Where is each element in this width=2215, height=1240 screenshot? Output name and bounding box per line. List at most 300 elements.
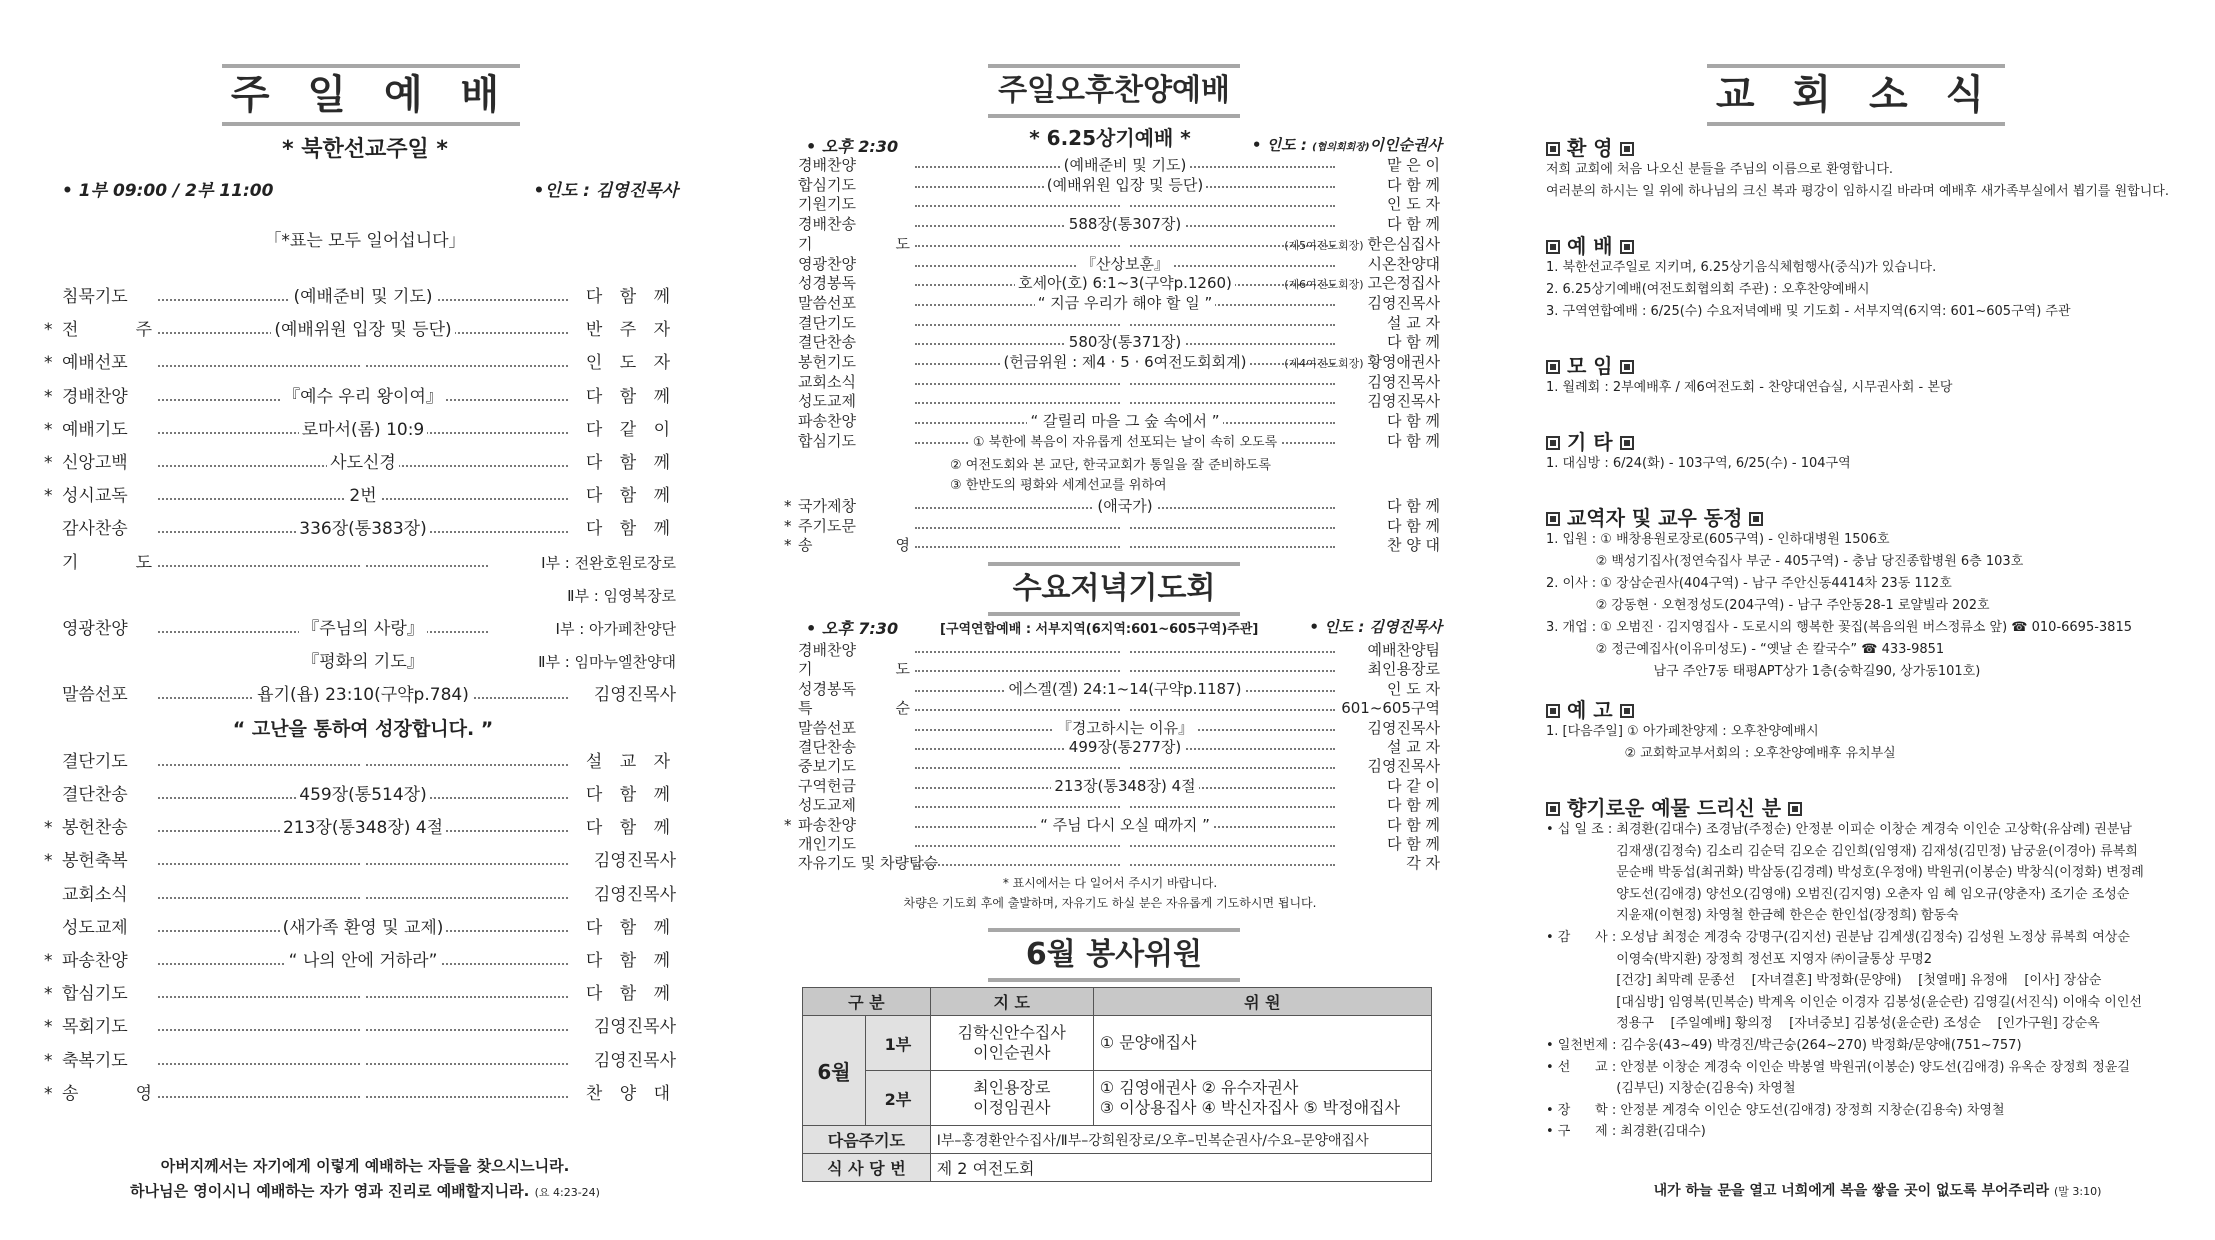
order-leader: [1338, 777, 1440, 795]
order-item: [0, 1084, 730, 1106]
order-detail: [915, 699, 1335, 717]
order-detail-text: 에스겔(겔) 24:1~14(구약p.1187): [1006, 680, 1245, 698]
order-item: [770, 777, 1450, 796]
order-item: [770, 235, 1450, 254]
order-detail-text: 580장(통371장): [1066, 333, 1184, 351]
section-title: 모 임: [1566, 354, 1613, 378]
order-leader: [1338, 314, 1440, 332]
order-detail-text: [1122, 195, 1128, 213]
order-item: [770, 796, 1450, 815]
order-label: 국가제창: [798, 497, 856, 515]
text-line: • 장 학 : 안정분 계경숙 이인순 양도선(김애경) 장정희 지창순(김용숙) 차영철: [1546, 1102, 2005, 1118]
order-label: 말씀선포: [798, 293, 856, 312]
guide-name: 최인용장로: [973, 1078, 1051, 1097]
order-leader: [1338, 412, 1440, 430]
sunday-service-time: • 1부 09:00 / 2부 11:00: [62, 181, 274, 201]
order-item: [770, 680, 1450, 699]
order-detail-text: [1122, 517, 1128, 535]
order-item: [0, 685, 730, 707]
sunday-service-note: 「*표는 모두 일어섭니다」: [264, 231, 466, 251]
order-item: [770, 641, 1450, 660]
square-bullet-icon: [1620, 142, 1634, 156]
order-item: [0, 719, 730, 741]
order-detail: [158, 719, 568, 740]
order-label: 파송찬양: [798, 412, 856, 431]
order-item: [770, 699, 1450, 718]
order-label: 목회기도: [62, 1017, 128, 1038]
leader-name: 다 함 께: [1386, 175, 1440, 194]
closing-verse-line: [1540, 1180, 2215, 1200]
order-leader: 김영진목사: [593, 884, 676, 905]
order-label: 파송찬양: [62, 951, 128, 971]
order-detail-text: [360, 1017, 366, 1037]
order-leader: [1338, 497, 1440, 515]
leader-name: 인 도 자: [1386, 679, 1440, 698]
leader-name: 김영진목사: [1367, 757, 1440, 776]
order-detail: [915, 719, 1335, 737]
order-detail-text: [360, 553, 366, 573]
order-detail-text: “ 나의 안에 거하라”: [286, 951, 441, 971]
meal-duty-value: 제 2 여전도회: [930, 1154, 1431, 1182]
text-line: 정용구 [주일예배] 황의정 [자녀중보] 김봉성(윤순란) 조성순 [인가구원] 강순옥: [1546, 1016, 2100, 1032]
square-bullet-icon: [1620, 436, 1634, 450]
order-item: [770, 719, 1450, 738]
order-detail-text: (예배준비 및 기도): [290, 287, 435, 307]
sunday-service-subtitle: * 북한선교주일 *: [282, 137, 448, 162]
order-leader: [1338, 641, 1440, 659]
order-detail-text: (예배준비 및 기도): [1061, 156, 1190, 174]
order-detail-text: [1122, 757, 1128, 775]
order-label: 전 주: [62, 320, 152, 341]
order-item: [770, 255, 1450, 274]
order-leader: 다 함 께: [585, 453, 676, 473]
table-row: [803, 1016, 1432, 1071]
required-standing-mark: *: [44, 486, 53, 507]
order-leader: [1338, 536, 1440, 554]
order-detail: [915, 796, 1335, 814]
order-label: 주기도문: [798, 516, 856, 535]
order-detail-text: 『산상보훈』: [1078, 255, 1172, 273]
section-title: 환 영: [1566, 136, 1613, 160]
order-detail-text: 사도신경: [327, 453, 399, 473]
text-line: 남구 주안7동 태평APT상가 1층(숭학길90, 상가동101호): [1546, 664, 1981, 679]
order-label: 기 도: [798, 234, 910, 253]
order-item: [770, 660, 1450, 679]
prayer-topic-2: ② 여전도회와 본 교단, 한국교회가 통일을 잘 준비하도록: [950, 458, 1271, 473]
order-label: 기 도: [798, 660, 910, 679]
order-item: [0, 453, 730, 475]
leader-name: 설 교 자: [1386, 738, 1440, 756]
order-item: [770, 392, 1450, 411]
order-item: [770, 757, 1450, 776]
leader-name: 다 함 께: [1386, 516, 1440, 535]
volunteers-table: [802, 987, 1432, 1182]
text-line: • 일천번제 : 김수웅(43~49) 박경진/박근숭(264~270) 박정화/문양애(751~757): [1546, 1038, 2022, 1053]
order-leader: [1240, 353, 1440, 373]
order-leader: [1338, 719, 1440, 737]
order-leader: 다 함 께: [585, 287, 676, 307]
order-detail: [915, 536, 1335, 554]
volunteers-title: 6월 봉사위원: [1025, 937, 1203, 972]
order-leader: Ⅱ부 : 임영복장로: [567, 586, 676, 605]
square-bullet-icon: [1546, 360, 1560, 374]
scripture-verse-line-2: [0, 1180, 730, 1201]
next-week-label: 다음주기도: [803, 1126, 931, 1154]
order-item: [770, 215, 1450, 234]
order-label: 성도교제: [798, 796, 856, 815]
order-label: 중보기도: [798, 757, 856, 776]
square-bullet-icon: [1749, 512, 1763, 526]
order-detail-text: 호세아(호) 6:1~3(구약p.1260): [1015, 274, 1235, 292]
order-detail-text: [1122, 854, 1128, 872]
order-detail-text: 2번: [346, 486, 379, 506]
order-detail-text: [360, 1051, 366, 1071]
text-line: ② 정근예집사(이유미성도) - “옛날 손 칼국수” ☎ 433-9851: [1546, 642, 1945, 657]
order-label: 영광찬양: [62, 619, 128, 639]
text-line: (김부딘) 지창순(김용숙) 차영철: [1546, 1081, 1796, 1097]
order-item: [0, 486, 730, 508]
wednesday-service-host: [구역연합예배 : 서부지역(6지역:601~605구역)주관]: [940, 622, 1259, 637]
section-offering-heading: [1546, 792, 1802, 821]
section-title: 예 고: [1566, 698, 1613, 722]
required-standing-mark: *: [44, 1083, 53, 1104]
order-leader: 찬 양 대: [585, 1083, 676, 1104]
section-title: 교역자 및 교우 동정: [1566, 506, 1743, 530]
required-standing-mark: *: [44, 386, 53, 407]
order-leader: [1240, 235, 1440, 255]
scripture-verse-text-2: 하나님은 영이시니 예배하는 자가 영과 진리로 예배할지니라.: [130, 1182, 530, 1200]
section-title: 예 배: [1566, 234, 1613, 258]
order-label: 결단찬송: [798, 738, 856, 756]
order-label: 봉헌축복: [62, 851, 128, 872]
order-item: [770, 156, 1450, 175]
afternoon-leader-role: (협의회회장): [1312, 142, 1370, 153]
order-leader: Ⅱ부 : 임마누엘찬양대: [538, 653, 676, 672]
order-leader: [1338, 215, 1440, 233]
order-detail-text: “ 갈릴리 마을 그 숲 속에서 ”: [1027, 412, 1222, 430]
afternoon-leader-prefix: • 인도 :: [1251, 136, 1313, 154]
order-label: 파송찬양: [798, 815, 856, 834]
order-label: 침묵기도: [62, 287, 128, 307]
order-item: [0, 885, 730, 907]
order-detail-text: 588장(통307장): [1066, 215, 1184, 233]
order-label: 감사찬송: [62, 519, 128, 540]
sunday-service-leader: •인도 : 김영진목사: [533, 181, 678, 201]
section-etc-heading: [1546, 426, 1634, 455]
order-label: 영광찬양: [798, 254, 856, 273]
wednesday-service-time: • 오후 7:30: [806, 619, 899, 638]
square-bullet-icon: [1620, 240, 1634, 254]
prayer-topics: [950, 456, 1271, 496]
text-line: ② 강동현 · 오현정성도(204구역) - 남구 주안동28-1 로얄빌라 202호: [1546, 598, 1990, 613]
text-line: 1. 입원 : ① 배창용원로장로(605구역) - 인하대병원 1506호: [1546, 532, 1890, 547]
order-detail-text: (애국가): [1094, 497, 1155, 515]
order-detail: [915, 835, 1335, 853]
required-standing-mark: *: [784, 536, 792, 555]
order-item: [0, 1017, 730, 1039]
square-bullet-icon: [1620, 704, 1634, 718]
order-label: 경배찬양: [62, 386, 128, 407]
section-worship-heading: [1546, 230, 1634, 259]
order-detail-text: [360, 984, 366, 1004]
leader-name: 다 함 께: [1386, 333, 1440, 352]
order-detail-text: (예배위원 입장 및 등단): [271, 320, 454, 340]
order-detail-text: [1122, 536, 1128, 554]
text-line: 3. 개업 : ① 오범진 · 김지영집사 - 도로시의 행복한 꽃집(복음의원 버스정류소 앞) ☎ 010-6695-3815: [1546, 620, 2132, 635]
notice-line-1: 1. [다음주일] ① 아가페찬양제 : 오후찬양예배시: [1546, 724, 1819, 739]
leader-name: 다 같 이: [1386, 776, 1440, 795]
text-line: 이영숙(박지환) 장정희 정선포 지영자 ㈜이글통상 무명2: [1546, 951, 1933, 967]
order-detail: [915, 680, 1335, 698]
order-leader: 다 함 께: [585, 951, 676, 971]
order-detail-text: [360, 586, 366, 606]
order-item: [0, 818, 730, 840]
square-bullet-icon: [1546, 240, 1560, 254]
sunday-service-title: 주 일 예 배: [230, 72, 512, 118]
order-label: 결단찬송: [798, 333, 856, 352]
order-detail: [915, 176, 1335, 194]
order-item: [770, 854, 1450, 873]
leader-name: 황영애권사: [1367, 353, 1440, 371]
order-detail: [915, 195, 1335, 213]
order-item: [770, 738, 1450, 757]
order-item: [770, 333, 1450, 352]
order-detail-text: ① 북한에 복음이 자유롭게 선포되는 날이 속히 오도록: [970, 435, 1280, 450]
order-detail-text: [1122, 392, 1128, 410]
section-title: 향기로운 예물 드리신 분: [1566, 796, 1782, 820]
afternoon-service-time: • 오후 2:30: [806, 137, 899, 156]
order-label: 개인기도: [798, 835, 856, 853]
order-leader: 다 함 께: [585, 386, 676, 407]
order-item: [0, 951, 730, 973]
order-leader: [1338, 738, 1440, 756]
required-standing-mark: *: [44, 984, 53, 1005]
order-leader: 반 주 자: [585, 320, 676, 341]
section-news-heading: [1546, 502, 1763, 531]
order-item: [770, 314, 1450, 333]
order-detail-text: [360, 885, 366, 905]
required-standing-mark: *: [44, 453, 53, 473]
order-item: [770, 373, 1450, 392]
order-label: 송 영: [62, 1083, 152, 1104]
order-label: 경배찬양: [798, 156, 856, 174]
required-standing-mark: *: [44, 1017, 53, 1038]
order-detail: [915, 333, 1335, 351]
order-leader: [1338, 757, 1440, 775]
order-label: 경배찬양: [798, 641, 856, 659]
worship-line-2: 2. 6.25상기예배(여전도회협의회 주관) : 오후찬양예배시: [1546, 282, 1870, 297]
text-line: [대심방] 임영복(민복순) 박계옥 이인순 이경자 김봉성(윤순란) 김영길(서진식) 이애숙 이인선: [1546, 994, 2142, 1010]
leader-name: 김영진목사: [1367, 718, 1440, 737]
order-detail-text: 336장(통383장): [296, 519, 429, 539]
required-standing-mark: *: [44, 818, 53, 839]
order-label: 구역헌금: [798, 776, 856, 795]
order-detail: [915, 757, 1335, 775]
leader-name: 다 함 께: [1386, 215, 1440, 234]
worship-line-1: 1. 북한선교주일로 지키며, 6.25상기음식체험행사(중식)가 있습니다.: [1546, 260, 1937, 275]
order-item: [770, 176, 1450, 195]
order-label: 합심기도: [62, 984, 128, 1005]
order-item: [0, 353, 730, 375]
order-detail: [915, 816, 1335, 834]
order-label: 봉헌찬송: [62, 818, 128, 839]
order-detail-text: [1122, 314, 1128, 332]
text-line: • 감 사 : 오성남 최정순 계경숙 강명구(김지선) 권분남 김계생(김정숙) 김성원 노정상 류복희 여상순: [1546, 930, 2130, 945]
order-label: 결단기도: [62, 751, 128, 772]
leader-name: 최인용장로: [1367, 660, 1440, 679]
month-cell: 6월: [803, 1016, 866, 1126]
order-item: [0, 586, 730, 608]
order-leader: [1338, 373, 1440, 391]
leader-name: 한은심집사: [1367, 234, 1440, 253]
text-line: [건강] 최막례 문종선 [자녀결혼] 박정화(문양애) [첫열매] 유정애 [이사] 장삼순: [1546, 973, 2102, 989]
order-detail-text: [360, 752, 366, 772]
order-detail-text: 213장(통348장) 4절: [280, 818, 446, 838]
order-item: [770, 536, 1450, 555]
wednesday-note-2: 차량은 기도회 후에 출발하며, 자유기도 하실 분은 자유롭게 기도하시면 됩니다.: [903, 896, 1317, 910]
order-leader: 김영진목사: [593, 685, 676, 706]
order-label: 성시교독: [62, 486, 128, 507]
square-bullet-icon: [1546, 142, 1560, 156]
order-leader: Ⅰ부 : 아가페찬양단: [555, 620, 676, 638]
order-item: [0, 785, 730, 807]
part-cell: 1부: [866, 1016, 931, 1071]
text-line: • 십 일 조 : 최경환(김대수) 조경남(주정순) 안정분 이피순 이창순 계경숙 이인순 고상학(유삼례) 권분남: [1546, 822, 2132, 837]
square-bullet-icon: [1546, 704, 1560, 718]
closing-verse: 내가 하늘 문을 열고 너희에게 복을 쌓을 곳이 없도록 부어주리라: [1653, 1183, 2050, 1199]
order-detail-text: 『주님의 사랑』: [299, 619, 427, 639]
order-leader: [1338, 176, 1440, 194]
order-item: [0, 652, 730, 674]
order-label: 봉헌기도: [798, 353, 856, 371]
order-detail-text: “ 지금 우리가 해야 할 일 ”: [1035, 294, 1216, 312]
header-category: 구 분: [803, 988, 931, 1016]
order-leader: 다 함 께: [585, 785, 676, 805]
order-leader: 다 같 이: [585, 419, 676, 440]
order-label: 축복기도: [62, 1050, 128, 1071]
order-detail: [915, 777, 1335, 795]
order-label: 성경봉독: [798, 679, 856, 698]
order-leader: [1338, 699, 1440, 717]
notice-line-2: ② 교회학교부서회의 : 오후찬양예배후 유치부실: [1546, 746, 1896, 761]
order-detail-text: (새가족 환영 및 교제): [280, 918, 447, 938]
square-bullet-icon: [1788, 802, 1802, 816]
order-label: 성도교제: [62, 917, 128, 938]
order-detail: [915, 412, 1335, 430]
text-line: • 구 제 : 최경환(김대수): [1546, 1124, 1706, 1140]
guide-name: 이인순권사: [973, 1043, 1051, 1062]
order-detail: [915, 641, 1335, 659]
guide-name: 김학신안수집사: [957, 1023, 1066, 1042]
order-item: [0, 619, 730, 641]
order-detail-text: [1122, 660, 1128, 678]
meeting-line-1: 1. 월례회 : 2부예배후 / 제6여전도회 - 찬양대연습실, 시무권사회 - 본당: [1546, 380, 1953, 395]
table-header-row: [803, 988, 1432, 1016]
order-detail-text: 『평화의 기도』: [299, 652, 427, 672]
members-line: ③ 이상용집사 ④ 박신자집사 ⑤ 박정애집사: [1099, 1098, 1401, 1117]
order-item: [770, 835, 1450, 854]
guide-cell: [930, 1071, 1093, 1126]
order-detail-text: 『경고하시는 이유』: [1054, 719, 1196, 737]
leader-name: 김영진목사: [1367, 372, 1440, 391]
members-line: ① 김영애권사 ② 유수자권사: [1099, 1078, 1299, 1097]
leader-name: 다 함 께: [1386, 796, 1440, 815]
order-detail: [915, 432, 1335, 452]
order-detail: [915, 255, 1335, 273]
section-welcome-heading: [1546, 132, 1634, 161]
order-label: 예배기도: [62, 419, 128, 440]
leader-name: 601~605구역: [1341, 699, 1440, 718]
leader-name: 시온찬양대: [1367, 254, 1440, 273]
required-standing-mark: *: [44, 419, 53, 440]
table-row: [803, 1126, 1432, 1154]
order-item: [770, 195, 1450, 214]
part-cell: 2부: [866, 1071, 931, 1126]
order-label: 결단찬송: [62, 785, 128, 805]
order-item: [0, 320, 730, 342]
order-leader: 김영진목사: [593, 1017, 676, 1038]
afternoon-service-subtitle: * 6.25상기예배 *: [1029, 126, 1191, 150]
text-line: • 선 교 : 안정분 이창순 계경숙 이인순 박봉열 박원귀(이봉순) 양도선(김애경) 유옥순 장정희 정윤길: [1546, 1059, 2130, 1075]
order-leader: 인 도 자: [585, 353, 676, 374]
order-label: 교회소식: [62, 884, 128, 905]
order-detail: [915, 738, 1335, 756]
order-detail-text: [360, 1084, 366, 1104]
order-leader: 다 함 께: [585, 917, 676, 938]
afternoon-service-column: [770, 0, 1450, 1240]
text-line: 지윤재(이현정) 차영철 한금혜 한은순 한인섭(장정희) 함동숙: [1546, 908, 1959, 924]
leader-role: (제5여전도회장): [1284, 238, 1364, 252]
volunteers-title-block: [988, 928, 1240, 982]
required-standing-mark: *: [44, 353, 53, 374]
order-item: [0, 420, 730, 442]
members-line: ① 문양애집사: [1099, 1033, 1197, 1052]
order-leader: 설 교 자: [585, 751, 676, 772]
order-leader: [1338, 392, 1440, 410]
order-detail-text: “ 주님 다시 오실 때까지 ”: [1037, 816, 1213, 834]
order-item: [0, 752, 730, 774]
table-row: [803, 1071, 1432, 1126]
leader-name: 김영진목사: [1367, 392, 1440, 411]
order-label: 송 영: [798, 536, 910, 555]
required-standing-mark: *: [784, 497, 792, 515]
order-leader: Ⅰ부 : 전완호원로장로: [541, 553, 676, 572]
afternoon-service-title: 주일오후찬양예배: [998, 73, 1230, 108]
order-item: [0, 1051, 730, 1073]
order-detail: [915, 660, 1335, 678]
guide-cell: [930, 1016, 1093, 1071]
order-detail-text: 499장(통277장): [1066, 738, 1184, 756]
square-bullet-icon: [1546, 436, 1560, 450]
welcome-line-1: 저희 교회에 처음 나오신 분들을 주님의 이름으로 환영합니다.: [1546, 162, 1894, 177]
closing-verse-reference: (말 3:10): [2053, 1185, 2102, 1198]
order-label: 말씀선포: [62, 685, 128, 706]
order-leader: [1338, 835, 1440, 853]
afternoon-service-title-block: [988, 64, 1240, 118]
order-label: 교회소식: [798, 372, 856, 391]
order-leader: 다 함 께: [585, 984, 676, 1005]
order-detail-text: [1122, 699, 1128, 717]
order-label: 결단기도: [798, 313, 856, 332]
leader-name: 다 함 께: [1386, 815, 1440, 834]
order-label: 자유기도 및 차량탑승: [798, 854, 938, 873]
required-standing-mark: *: [784, 516, 792, 535]
order-leader: [1338, 796, 1440, 814]
order-leader: 다 함 께: [585, 818, 676, 839]
order-label: 합심기도: [798, 431, 856, 450]
order-leader: 김영진목사: [593, 851, 676, 872]
wednesday-service-leader: • 인도 : 김영진목사: [1309, 618, 1442, 636]
